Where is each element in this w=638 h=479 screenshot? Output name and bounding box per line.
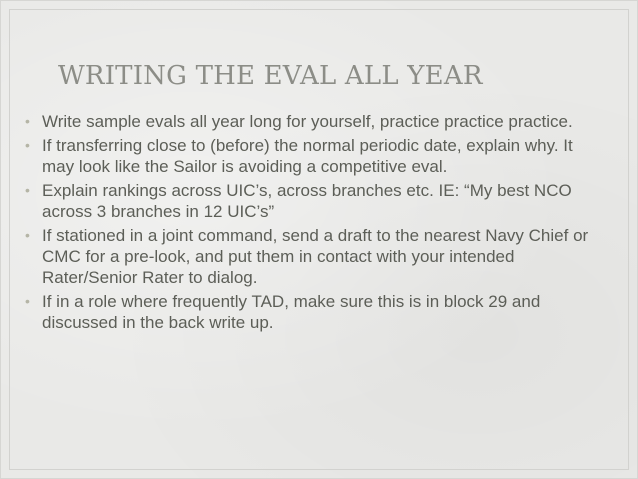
bullet-text: Explain rankings across UIC’s, across branches etc. IE: “My best NCO across 3 branches in 12 UIC’s” [42, 181, 572, 221]
slide-title: WRITING THE EVAL ALL YEAR [58, 61, 483, 91]
bullet-text: If in a role where frequently TAD, make sure this is in block 29 and discussed in the back write up. [42, 292, 541, 332]
bullet-marker: • [25, 113, 30, 129]
bullet-item [21, 135, 606, 177]
bullet-item [21, 225, 606, 288]
bullet-item [21, 111, 606, 132]
bullet-list [21, 111, 606, 336]
bullet-marker: • [25, 227, 30, 243]
bullet-text: If stationed in a joint command, send a draft to the nearest Navy Chief or CMC for a pre-look, and put them in contact with your intended Rater/Senior Rater to dialog. [42, 226, 589, 287]
bullet-item [21, 180, 606, 222]
bullet-text: Write sample evals all year long for yourself, practice practice practice. [42, 112, 573, 131]
bullet-marker: • [25, 182, 30, 198]
bullet-text: If transferring close to (before) the normal periodic date, explain why. It may look like the Sailor is avoiding a competitive eval. [42, 136, 573, 176]
bullet-item [21, 291, 606, 333]
bullet-marker: • [25, 293, 30, 309]
bullet-marker: • [25, 137, 30, 153]
